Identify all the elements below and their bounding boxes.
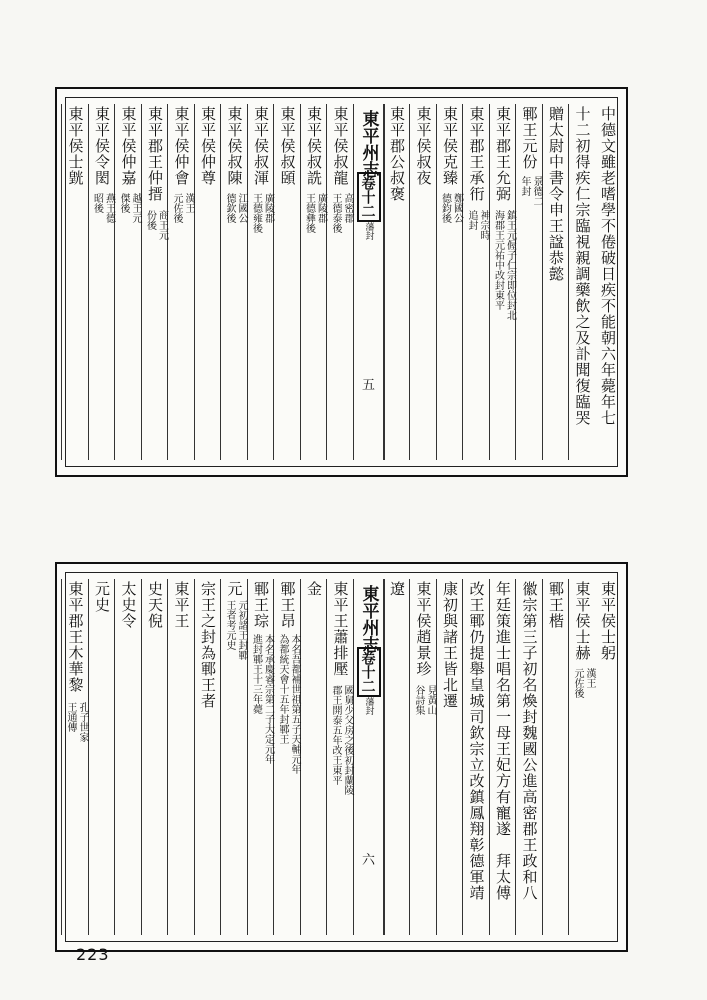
column-annotation: 份後 — [144, 210, 156, 230]
column-text: 鄆王楷 — [547, 581, 565, 629]
page-spine — [353, 104, 385, 460]
text-column — [595, 104, 622, 460]
text-column — [194, 104, 222, 460]
upper-page-frame — [65, 97, 618, 467]
column-annotation: 郡王開泰五年改王東平 — [330, 685, 341, 785]
text-column — [542, 579, 570, 935]
text-column — [462, 579, 490, 935]
column-annotation: 元佐後 — [572, 668, 583, 698]
text-column — [167, 579, 195, 935]
column-text: 東平侯叔詵 — [305, 106, 323, 186]
column-text: 鄆王昂 — [278, 581, 297, 629]
column-annotation: 追封 — [466, 210, 477, 230]
text-column — [489, 579, 517, 935]
text-column — [383, 104, 411, 460]
spine-category: 藩封 — [363, 222, 374, 240]
column-text: 東平王蕭排壓 — [331, 581, 350, 677]
column-annotation: 年封 — [519, 176, 530, 196]
spine-page-number: 五 — [361, 378, 375, 393]
column-text: 東平侯叔渾 — [252, 106, 270, 186]
text-column — [141, 579, 169, 935]
spine-volume: 卷十二 — [357, 172, 381, 222]
spine-page-number: 六 — [361, 853, 375, 868]
text-column — [409, 104, 437, 460]
text-column — [273, 579, 301, 935]
column-text: 東平郡公叔褒 — [388, 106, 406, 202]
text-column — [515, 104, 543, 460]
column-annotation: 商王元 — [156, 210, 168, 240]
spine-title: 東平州志 — [358, 585, 379, 653]
column-annotation: 漢王 — [584, 668, 595, 688]
text-column — [300, 579, 328, 935]
column-text: 金 — [305, 581, 323, 597]
column-text: 東平侯仲尊 — [199, 106, 217, 186]
lower-page-frame — [65, 572, 618, 942]
text-column — [515, 579, 543, 935]
column-annotation: 高密郡 — [342, 193, 353, 223]
text-column — [436, 579, 464, 935]
column-text: 東平侯士赫 — [573, 581, 592, 661]
column-text: 鄆王琮 — [252, 581, 270, 629]
spine-volume: 卷十二 — [357, 647, 381, 697]
page-number: 223 — [76, 945, 110, 964]
text-column — [462, 104, 490, 460]
column-annotation: 王德雍後 — [250, 193, 262, 233]
column-text: 元史 — [93, 581, 111, 613]
column-text: 東平侯仲嘉 — [119, 106, 138, 186]
column-annotation: 谷詩集 — [413, 685, 424, 715]
column-text: 宗王之封為鄆王者 — [199, 581, 217, 709]
text-column — [61, 579, 89, 935]
column-annotation: 王通傳 — [65, 702, 76, 732]
column-text: 鄆王元份 — [520, 106, 539, 170]
column-text: 贈太尉中書令申王諡恭懿 — [547, 106, 565, 282]
column-text: 東平侯叔陳 — [225, 106, 244, 186]
column-annotation: 進封鄆王十三年薨 — [250, 634, 262, 714]
column-text: 十二初得疾仁宗臨視親調藥飲之及訃聞復臨哭 — [573, 106, 592, 426]
text-column — [595, 579, 622, 935]
column-text: 東平郡王承衎 — [467, 106, 486, 202]
text-column — [383, 579, 411, 935]
spine-category: 藩封 — [363, 697, 374, 715]
text-column — [300, 104, 328, 460]
column-annotation: 漢王 — [183, 193, 194, 213]
column-text: 徽宗第三子初名煥封魏國公進高密郡王政和八 — [520, 581, 539, 901]
column-annotation: 本名承慶睿宗第二子大定元年 — [262, 634, 274, 764]
page-spine — [353, 579, 385, 935]
column-annotation: 德鈞後 — [439, 193, 451, 223]
text-column — [489, 104, 517, 460]
text-column — [326, 104, 354, 460]
column-text: 東平侯士躬 — [599, 581, 617, 661]
column-annotation: 鄭國公 — [451, 193, 463, 223]
column-text: 東平侯叔頣 — [278, 106, 297, 186]
text-column — [220, 579, 248, 935]
text-column — [568, 104, 596, 460]
column-annotation: 江國公 — [236, 193, 247, 223]
text-column — [326, 579, 354, 935]
column-annotation: 燕王德 — [103, 193, 115, 223]
column-text: 東平侯仲會 — [172, 106, 191, 186]
column-text: 遼 — [388, 581, 406, 597]
upper-page — [55, 87, 628, 477]
column-text: 史天倪 — [146, 581, 164, 629]
column-text: 元 — [225, 581, 244, 597]
column-text: 年廷策進士唱名第一母王妃方有寵遂 拜太傅 — [494, 581, 512, 901]
text-column — [220, 104, 248, 460]
text-column — [247, 579, 275, 935]
text-column — [167, 104, 195, 460]
column-annotation: 國舅少父房之後初封蘭陵 — [342, 685, 353, 795]
column-annotation: 廣陵郡 — [315, 193, 327, 223]
text-column — [409, 579, 437, 935]
column-annotation: 神宗時 — [478, 210, 489, 240]
column-annotation: 王德彝後 — [303, 193, 315, 233]
column-text: 中德文雖老嗜學不倦破日疾不能朝六年薨年七 — [599, 106, 617, 426]
column-text: 東平郡王仲搢 — [146, 106, 164, 202]
lower-page — [55, 562, 628, 952]
text-column — [273, 104, 301, 460]
text-column — [61, 104, 89, 460]
text-column — [88, 579, 116, 935]
column-text: 改王鄆仍提舉皇城司欽宗立改鎮鳳翔彰德軍靖 — [467, 581, 486, 901]
column-text: 東平侯士皝 — [66, 106, 85, 186]
text-column — [114, 104, 142, 460]
spine-title: 東平州志 — [358, 110, 379, 178]
column-text: 東平郡王木華黎 — [66, 581, 85, 693]
column-annotation: 越王元 — [130, 193, 141, 223]
column-annotation: 本名吾都補世祖第五子天輔元年 — [289, 634, 300, 774]
column-text: 東平郡王允弼 — [494, 106, 512, 202]
column-text: 東平侯趙景珍 — [414, 581, 433, 677]
text-column — [436, 104, 464, 460]
text-column — [247, 104, 275, 460]
column-text: 康初與諸王皆北遷 — [441, 581, 459, 709]
column-annotation: 元初諸王封鄆 — [236, 600, 247, 660]
column-annotation: 德欽後 — [224, 193, 235, 223]
column-annotation: 海郡王元祐中改封東平 — [492, 210, 504, 310]
column-annotation: 鎮王元偓子仁宗即位封北 — [504, 210, 516, 320]
text-column — [88, 104, 116, 460]
text-column — [194, 579, 222, 935]
column-annotation: 昭後 — [91, 193, 103, 213]
text-column — [141, 104, 169, 460]
column-annotation: 王德泰後 — [330, 193, 341, 233]
column-text: 太史令 — [119, 581, 138, 629]
column-annotation: 為都統天會十五年封鄆王 — [277, 634, 288, 744]
column-annotation: 見黃山 — [425, 685, 436, 715]
text-column — [568, 579, 596, 935]
column-annotation: 廣陵郡 — [262, 193, 274, 223]
text-column — [542, 104, 570, 460]
column-annotation: 王者考元史 — [224, 600, 235, 650]
column-text: 東平侯叔夜 — [414, 106, 433, 186]
column-annotation: 傑後 — [118, 193, 129, 213]
column-text: 東平侯叔龍 — [331, 106, 350, 186]
column-annotation: 景德二 — [531, 176, 542, 206]
column-text: 東平侯令閎 — [93, 106, 111, 186]
column-text: 東平王 — [172, 581, 191, 629]
column-annotation: 孔子世家 — [77, 702, 88, 742]
column-text: 東平侯克臻 — [441, 106, 459, 186]
column-annotation: 元佐後 — [171, 193, 182, 223]
text-column — [114, 579, 142, 935]
